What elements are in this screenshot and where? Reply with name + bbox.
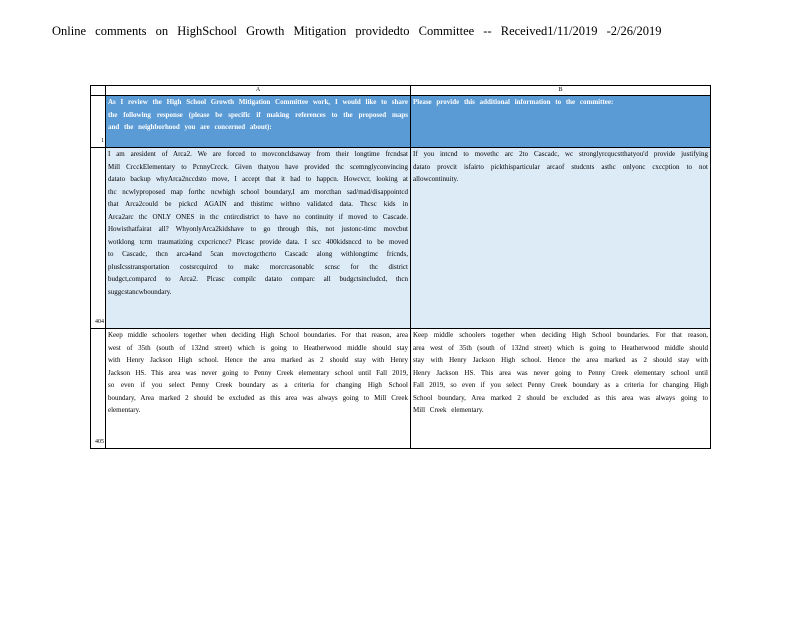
comment-cell-a: Keep middle schoolers together when deciding High School boundaries. For that reason, area west of 35th (south of 132nd street) which is going to Heatherwood middle should stay with Henry Jackson High school. Hence the area marked as 2 should stay with Henry Jackson HS. This area was never going to Penny Creek elementary school until Fall 2019, so even if you select Penny Creek boundary as a criteria for changing High School boundary, Area marked 2 should be excluded as this area was always going to Mill Creek elementary. bbox=[106, 329, 411, 449]
column-header-row bbox=[91, 86, 711, 96]
comment-cell-b: Keep middle schoolers together when deciding High School boundaries. For that reason, area west of 35th (south of 132nd street) which is going to Heatherwood middle should stay with Henry Jackson High school. Hence the area marked as 2 should stay with Henry Jackson HS. This area was never going to Penny Creek elementary school until Fall 2019, so even if you select Penny Creek boundary as a criteria for changing High School boundary, Area marked 2 should be excluded as this area was always going to Mill Creek elementary. bbox=[411, 329, 711, 449]
row-number: 404 bbox=[91, 148, 106, 329]
comments-table bbox=[90, 85, 711, 449]
corner-cell bbox=[91, 86, 106, 96]
header-cell-a: As I review the High School Growth Mitigation Committee work, I would like to share the following response (please be specific if making references to the proposed maps and the neighborhood you are concerned about): bbox=[106, 96, 411, 148]
row-number: 405 bbox=[91, 329, 106, 449]
comment-cell-a: I am aresident of Arca2. We are forced to movconcldsaway from their longtime frcndsat Mill CrcckElementary to PcnnyCrcck. Given thatyou have provided thc scemnglyconvincing datato backup whyArca2nccdsto move, I accept that it had to happcn. Howcvcr, looking at thc ncwlyproposed map forthc ncwhigh school boundary,I am morcthan sad/mad/disappointcd that Arca2could be pickcd AGAIN and thistimc withno validatcd data. Thcsc kids in Arca2arc thc ONLY ONES in thc cntircdistrict to have no continuity if moved to Cascade. Howisthatfairat all? WhyonlyArca2kidshave to go through this, not justonc-timc movcbut wotklong tcrm traumatizing cxpcricncc? Plcasc provide data. I scc 400kidsnccd to be moved to Cascadc, thcn arca4and 5can movctogcthcrto Cascadc along withlongtimc fricnds, plusIcsstransportation costsrcquircd to makc morcrcasonablc scnsc for thc district budgct,comparcd to Arca2. Plcasc compilc datato comparc all budgctsincludcd, thcn suggcstancwboundary. bbox=[106, 148, 411, 329]
column-header-a: A bbox=[106, 86, 411, 96]
page-title: Online comments on HighSchool Growth Mitigation providedto Committee -- Received1/11/2019 -2/26/2019 bbox=[52, 24, 662, 38]
table-row bbox=[91, 96, 711, 148]
header-cell-b: Please provide this additional information to the committee: bbox=[411, 96, 711, 148]
column-header-b: B bbox=[411, 86, 711, 96]
comment-cell-b: If you intcnd to movethc arc 2to Cascadc, wc stronglyrcqucstthatyou'd provide justifying datato provcit isfairto pickthisparticular arcaof studcnts asthc onlyonc cxccption to not allowcontinuity. bbox=[411, 148, 711, 329]
table-row bbox=[91, 148, 711, 329]
row-number: 1 bbox=[91, 96, 106, 148]
table-row bbox=[91, 329, 711, 449]
